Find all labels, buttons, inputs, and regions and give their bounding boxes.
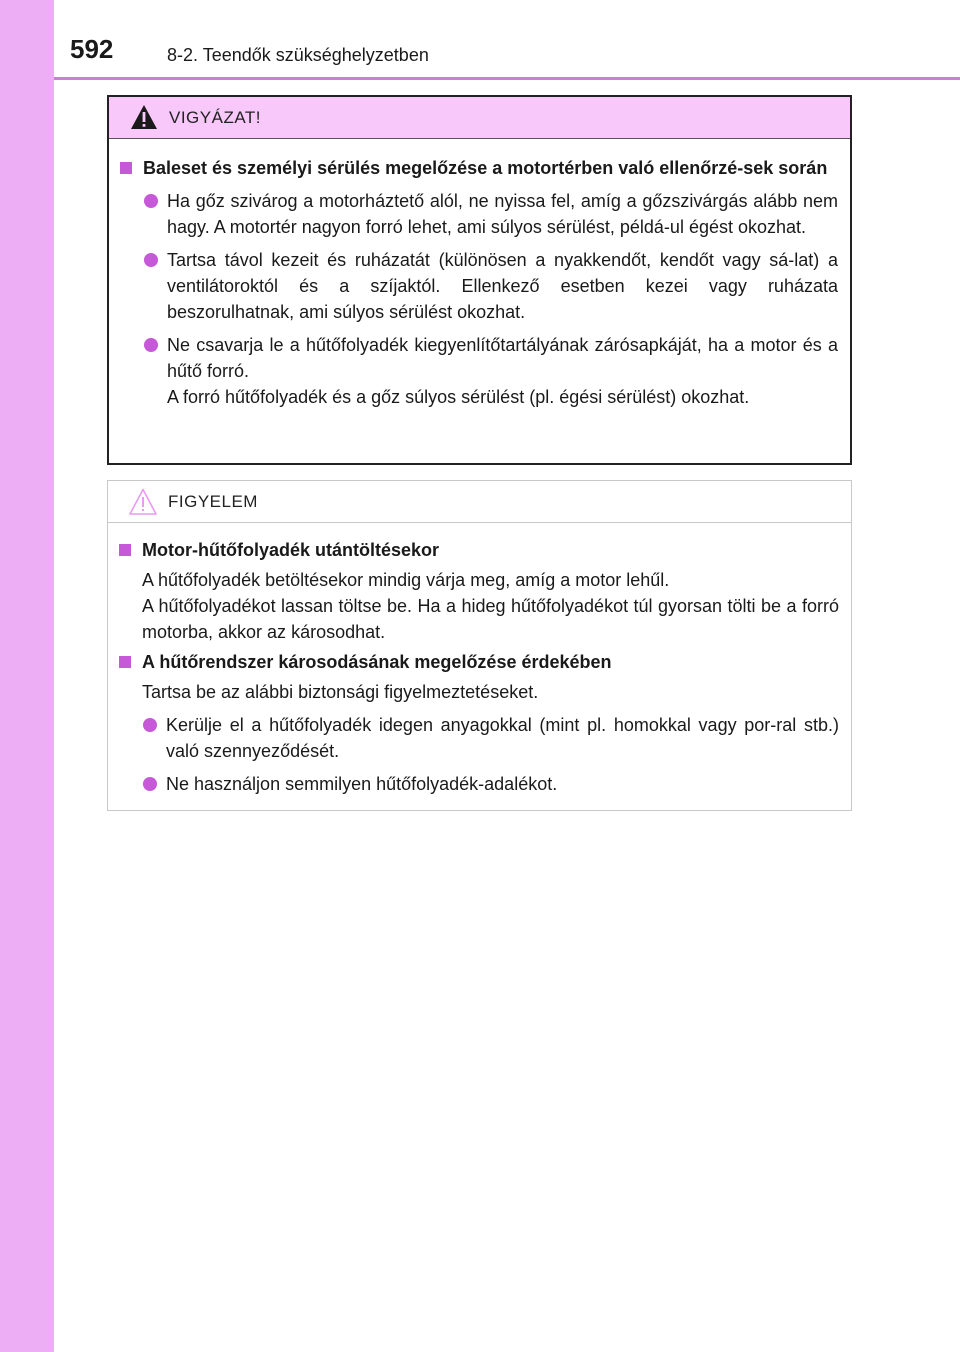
caution-label: VIGYÁZAT! <box>169 108 262 127</box>
notice-paragraph-line: A hűtőfolyadék betöltésekor mindig várja meg, amíg a motor lehűl. <box>142 570 670 590</box>
notice-bullet-text: Ne használjon semmilyen hűtőfolyadék-adalékot. <box>166 774 558 794</box>
page-header <box>54 0 960 80</box>
caution-bullet <box>143 247 838 325</box>
round-bullet-icon <box>143 777 157 791</box>
round-bullet-icon <box>143 718 157 732</box>
caution-bullet-text-continued: A forró hűtőfolyadék és a gőz súlyos sérülést (pl. égési sérülést) okozhat. <box>167 387 750 407</box>
caution-heading-text: Baleset és személyi sérülés megelőzése a motortérben való ellenőrzé-sek során <box>143 158 828 178</box>
round-bullet-icon <box>144 194 158 208</box>
caution-bullet-text: Ne csavarja le a hűtőfolyadék kiegyenlítőtartályának zárósapkáját, ha a motor és a hűtő forró. <box>167 335 838 381</box>
warning-triangle-outline-icon <box>128 487 158 517</box>
notice-box <box>107 480 852 811</box>
notice-box-header <box>108 481 851 523</box>
caution-bullet-text: Ha gőz szivárog a motorháztető alól, ne nyissa fel, amíg a gőzszivárgás alább nem hagy. A motortér nagyon forró lehet, ami súlyos sérülést, példá-ul égést okozhat. <box>167 191 838 237</box>
header-rule <box>54 77 960 80</box>
notice-heading-text: A hűtőrendszer károsodásának megelőzése érdekében <box>142 652 612 672</box>
side-color-strip <box>0 0 54 1352</box>
notice-box-body <box>108 523 851 797</box>
notice-paragraph-line: A hűtőfolyadékot lassan töltse be. Ha a hideg hűtőfolyadékot túl gyorsan tölti be a forró motorba, akkor az károsodhat. <box>142 596 839 642</box>
warning-triangle-filled-icon <box>129 103 159 131</box>
caution-bullet <box>143 188 838 240</box>
notice-bullet-text: Kerülje el a hűtőfolyadék idegen anyagokkal (mint pl. homokkal vagy por-ral stb.) való szennyeződését. <box>166 715 839 761</box>
caution-box <box>107 95 852 465</box>
square-bullet-icon <box>119 656 131 668</box>
caution-heading <box>119 155 838 181</box>
notice-intro: Tartsa be az alábbi biztonsági figyelmeztetéseket. <box>142 682 539 702</box>
notice-label: FIGYELEM <box>168 492 258 511</box>
square-bullet-icon <box>120 162 132 174</box>
notice-bullet <box>142 712 839 764</box>
notice-heading <box>118 649 839 675</box>
round-bullet-icon <box>144 338 158 352</box>
caution-bullet-text: Tartsa távol kezeit és ruházatát (különösen a nyakkendőt, kendőt vagy sá-lat) a ventilátoroktól és a szíjaktól. Ellenkező esetben kezei vagy ruházata beszorulhatnak, ami súlyos sérülést okozhat. <box>167 250 838 322</box>
caution-box-header <box>109 97 850 139</box>
notice-paragraph <box>142 567 839 645</box>
notice-heading-text: Motor-hűtőfolyadék utántöltésekor <box>142 540 440 560</box>
notice-heading <box>118 537 839 563</box>
notice-bullet <box>142 771 839 797</box>
section-title: 8-2. Teendők szükséghelyzetben <box>167 45 429 65</box>
caution-box-body <box>109 139 850 410</box>
caution-bullet <box>143 332 838 410</box>
page-number: 592 <box>70 34 114 64</box>
square-bullet-icon <box>119 544 131 556</box>
round-bullet-icon <box>144 253 158 267</box>
